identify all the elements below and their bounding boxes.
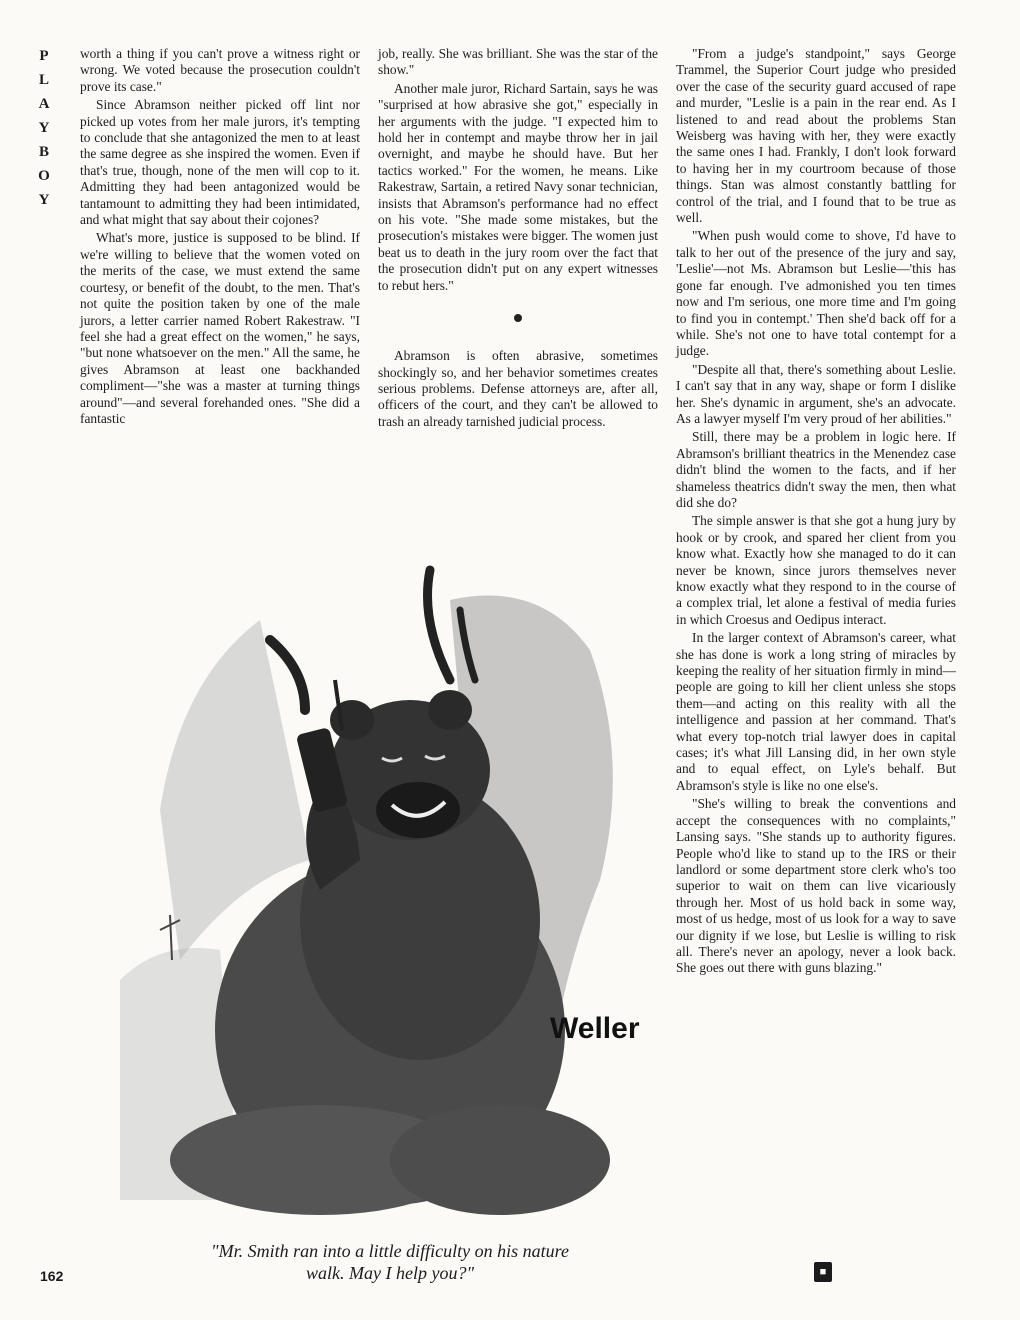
logo-letter: O — [38, 168, 50, 184]
paragraph: The simple answer is that she got a hung jury by hook or by crook, and spared her client from you know what. Exactly how she managed to do it can never be known, since jurors themselves never know exactly what they respond to in the course of a complex trial, let alone a festival of media furies in which Croesus and Oedipus interact. — [676, 513, 956, 627]
paragraph: In the larger context of Abramson's career, what she has done is work a long string of miracles by keeping the reality of her situation firmly in mind—people are going to kill her client unless she stops them—and acting on this reality with all the intelligence and passion at her command. That's what every top-notch trial lawyer does in capital cases; it's what Jill Lansing did, in her own style and to equal effect, on Lyle's behalf. But Abramson's style is like no one else's. — [676, 630, 956, 793]
paragraph: Since Abramson neither picked off lint nor picked up votes from her male jurors, it's tempting to conclude that she antagonized the men to at least the same degree as she inspired the women. Even if that's true, though, none of the men will cop to it. Admitting they had been antagonized would be tantamount to admitting they had been intimidated, and what might that say about their cojones? — [80, 97, 360, 228]
article-column-1 — [80, 46, 360, 429]
paragraph: job, really. She was brilliant. She was the star of the show." — [378, 46, 658, 78]
paragraph: What's more, justice is supposed to be blind. If we're willing to believe that the women voted on the merits of the case, we must extend the same courtesy, or benefit of the doubt, to the men. That's not quite the position taken by one of the male jurors, a letter carrier named Robert Rakestraw. "I feel she had a great effect on the women," he says, "but none whatsoever on the men." All the same, he gives Abramson at least one backhanded compliment—"she was a master at turning things around"—and several forehanded ones. "She did a fantastic — [80, 230, 360, 426]
caption-line: walk. May I help you?" — [305, 1263, 474, 1283]
logo-letter: Y — [38, 120, 50, 136]
paragraph: Another male juror, Richard Sartain, says he was "surprised at how abrasive she got," especially in her arguments with the judge. "I expected him to hold her in contempt and maybe throw her in jail overnight, and maybe he should have. But her tactics worked." For the women, he means. Like Rakestraw, Sartain, a retired Navy sonar technician, insists that Abramson's performance had no effect on his vote. "She made some mistakes, but the prosecution's mistakes were bigger. The women just beat us to death in the jury room over the fact that the prosecution didn't put on any expert witnesses to rebut hers." — [378, 80, 658, 293]
paragraph: Abramson is often abrasive, sometimes shockingly so, and her behavior sometimes creates serious problems. Defense attorneys are, after all, officers of the court, and they can't be allowed to trash an already tarnished judicial process. — [378, 348, 658, 429]
paragraph: "Despite all that, there's something about Leslie. I can't say that in any way, shape or form I dislike her. She's dynamic in argument, she's an advocate. As a lawyer myself I'm very proud of her abilities." — [676, 361, 956, 426]
logo-letter: A — [38, 96, 50, 112]
logo-letter: P — [39, 48, 49, 64]
logo-letter: B — [38, 144, 49, 160]
paragraph: worth a thing if you can't prove a witness right or wrong. We voted because the prosecution couldn't prove its case." — [80, 46, 360, 94]
paragraph: "When push would come to shove, I'd have to talk to her out of the presence of the jury and say, 'Leslie'—not Ms. Abramson but Leslie—'this has gone far enough. I've admonished you ten times now and I'm serious, one more time and I'm going to find you in contempt.' Then she'd back off for a while. She's not one to have total contempt for a judge. — [676, 228, 956, 359]
rabbit-head-icon: ■ — [814, 1262, 832, 1282]
bear-cartoon-illustration — [120, 560, 665, 1230]
paragraph: Still, there may be a problem in logic here. If Abramson's brilliant theatrics in the Menendez case didn't blind the women to the facts, and if her shameless theatrics didn't sway the men, then what did she do? — [676, 429, 956, 510]
logo-letter: Y — [38, 192, 50, 208]
paragraph: "From a judge's standpoint," says George Trammel, the Superior Court judge who presided over the case of the security guard accused of rape and murder, "Leslie is a pain in the rear end. As I listened to and read about the problems Stan Weisberg was having with her, they were exactly the same ones I had. Frankly, I don't look forward to having her in my courtroom because of those things. Stan was almost constantly battling for control of the trial, and I found that to be true as well. — [676, 46, 956, 226]
article-column-2 — [378, 46, 658, 432]
playboy-side-logo — [30, 44, 58, 212]
section-break-dot — [514, 314, 522, 322]
page-number: 162 — [40, 1268, 64, 1284]
cartoonist-signature: Weller — [550, 1012, 640, 1045]
article-column-3 — [676, 46, 956, 979]
logo-letter: L — [38, 72, 49, 88]
cartoon-caption — [130, 1240, 650, 1284]
paragraph: "She's willing to break the conventions and accept the consequences with no complaints," Lansing says. "She stands up to authority figures. People who'd like to stand up to the IRS or their landlord or some department store clerk who's too superior to wait on them can live vicariously through her. Most of us hold back in some way, most of us hedge, most of us look for a way to save our dignity if we lose, but Leslie is willing to risk all. There's never an apology, never a look back. She goes out there with guns blazing." — [676, 796, 956, 976]
caption-line: "Mr. Smith ran into a little difficulty on his nature — [211, 1241, 569, 1261]
